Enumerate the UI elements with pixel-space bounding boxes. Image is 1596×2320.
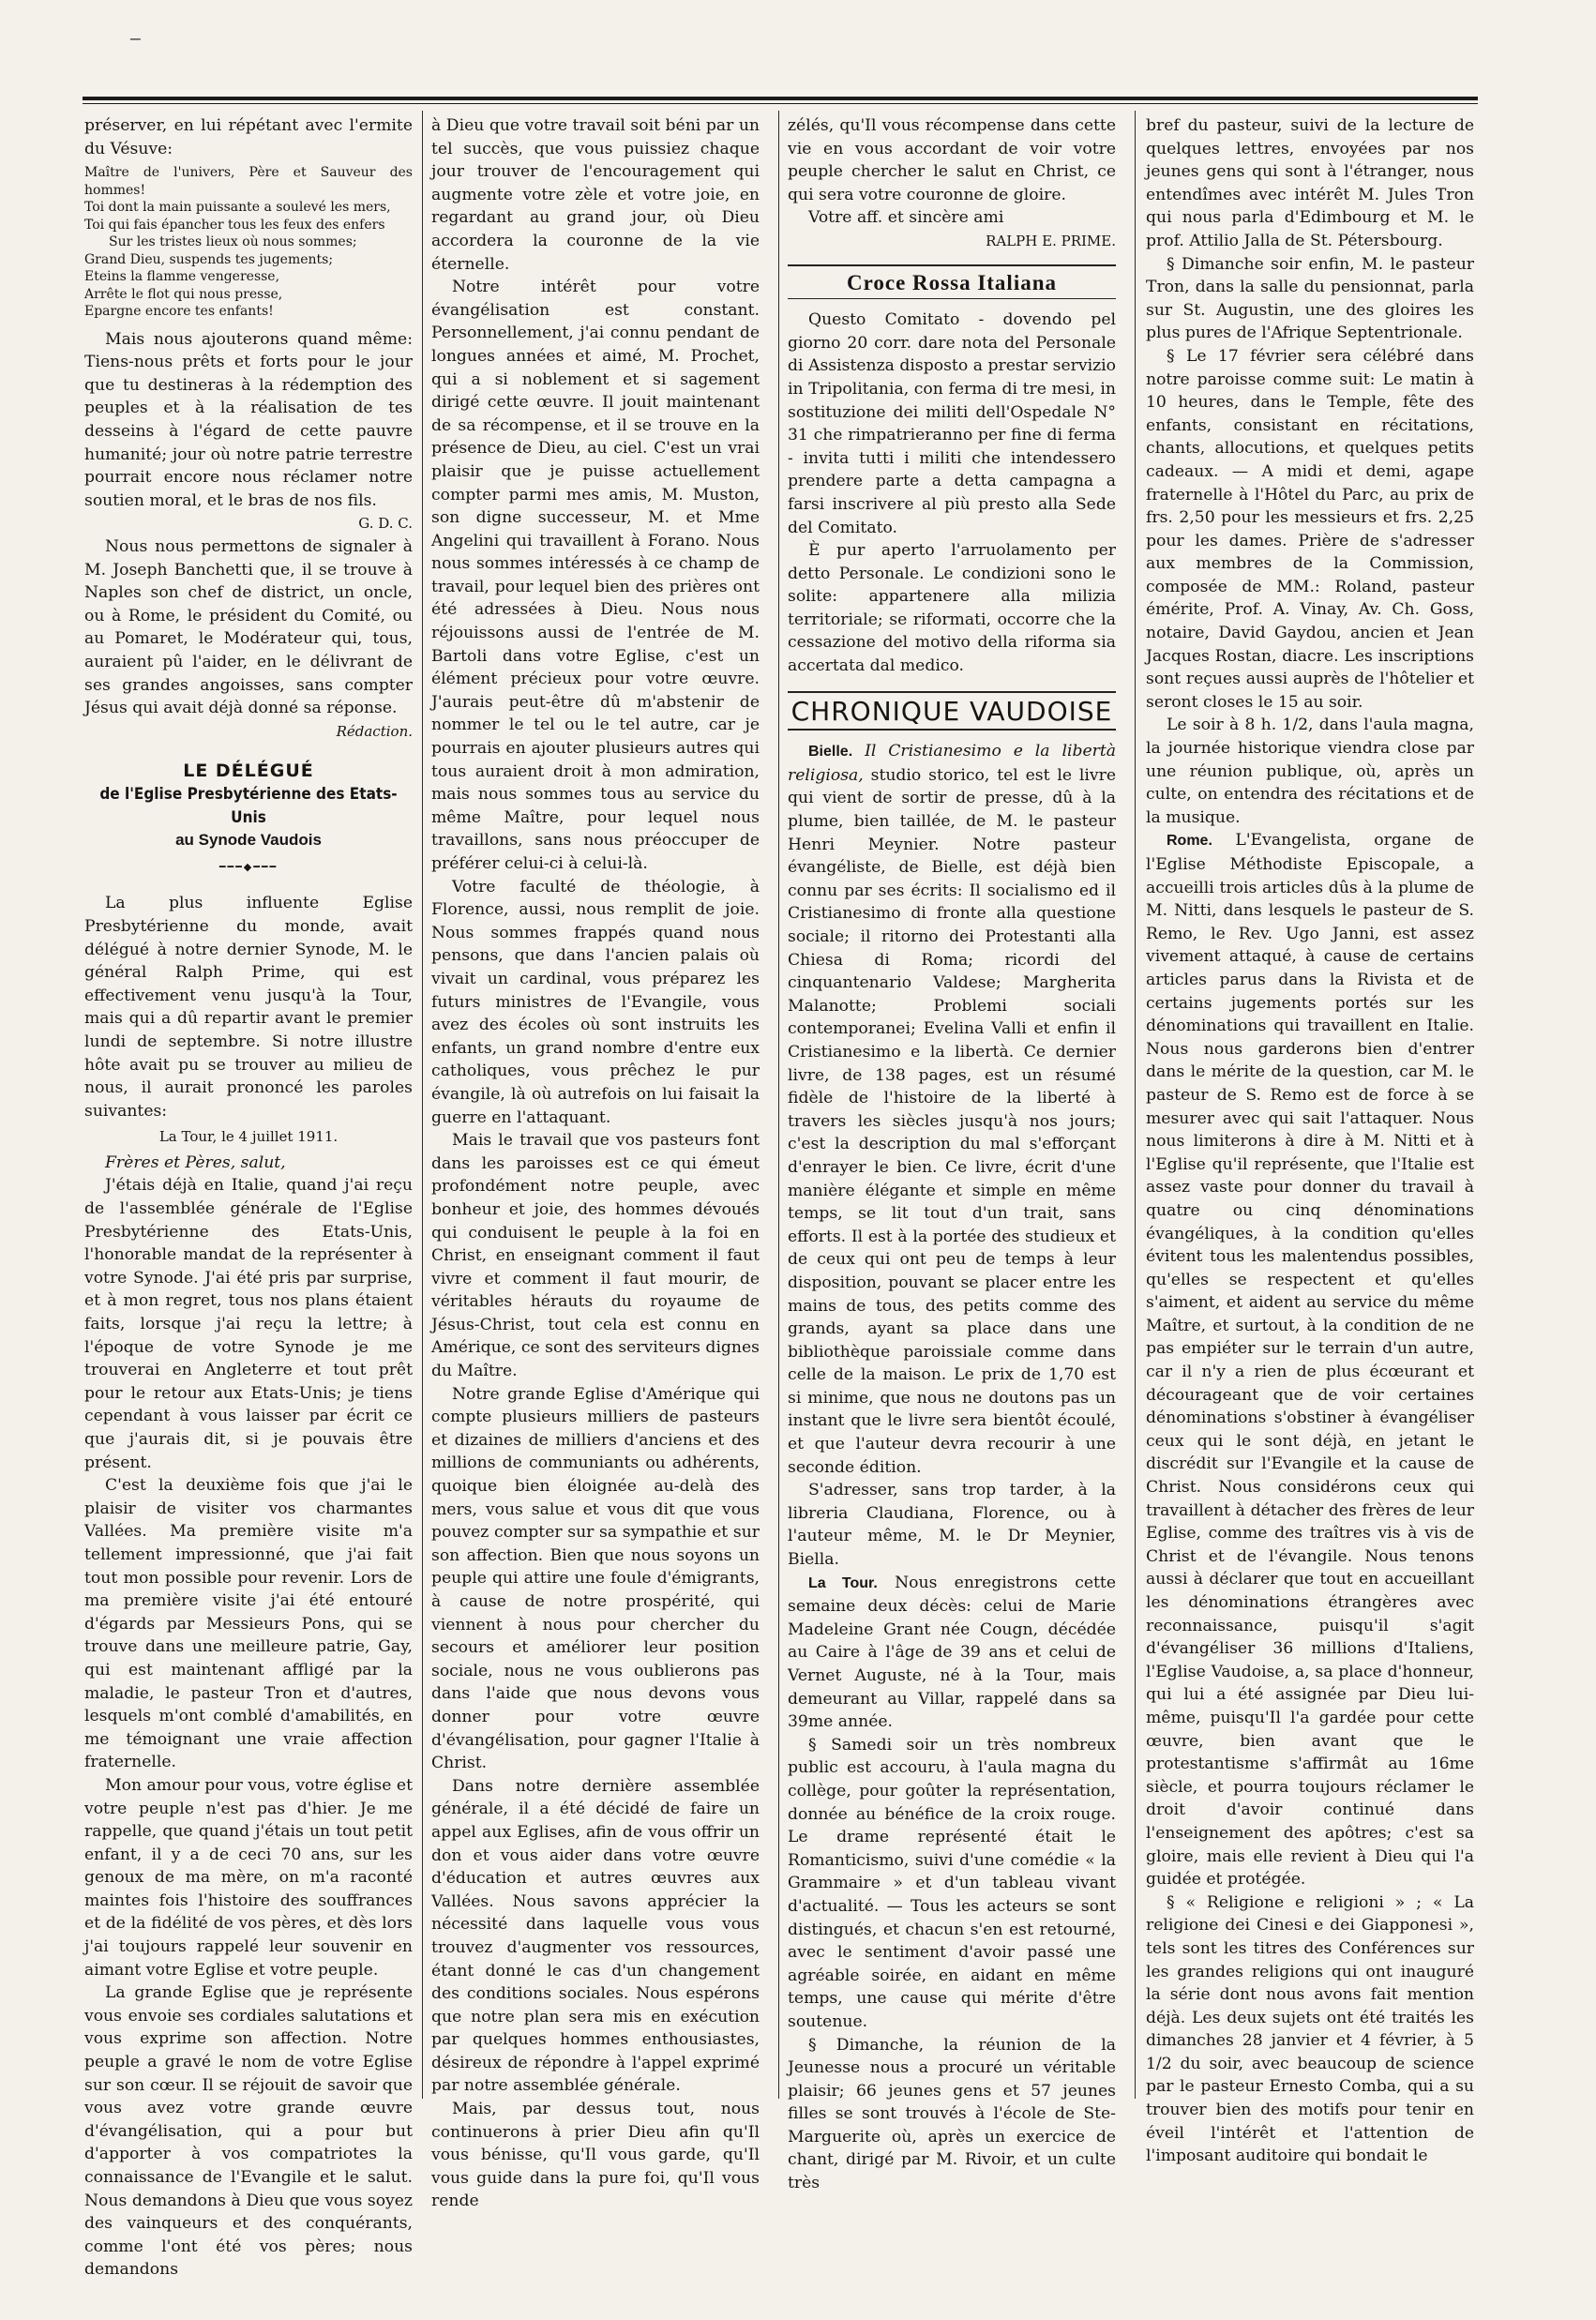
section-heading-chronique: CHRONIQUE VAUDOISE — [788, 691, 1116, 731]
paragraph: Mon amour pour vous, votre église et votre peuple n'est pas d'hier. Je me rappelle, que quand j'étais un tout petit enfant, il y a de ceci 70 ans, sur les genoux de ma mère, on m'a raconté maintes fois l'histoire des souffrances et de la fidélité de vos pères, et dès lors j'ai toujours rappelé leur souvenir en aimant votre Eglise et votre peuple. — [84, 1775, 413, 1980]
paragraph: Nous nous permettons de signaler à M. Joseph Banchetti que, il se trouve à Naples son chef de district, un oncle, ou à Rome, le président du Comité, ou au Pomaret, le Modérateur qui, tous, auraient pû l'aider, en le délivrant de ses grandes angoisses, sans compter Jésus qui avait déjà donné sa réponse. — [84, 537, 413, 718]
paragraph: Questo Comitato - dovendo pel giorno 20 corr. dare nota del Personale di Assistenza disposto a prestar servizio in Tripolitania, con ferma di tre mesi, in sostituzione dei militi dell'Ospedale N° 31 che rimpatrieranno per fine di ferma - invita tutti i militi che intendessero prendere parte a detta campagna a farsi inscrivere al più presto alla Sede del Comitato. — [788, 310, 1116, 537]
poem-line: Epargne encore tes enfants! — [84, 304, 274, 320]
paragraph-la-tour: La Tour. Nous enregistrons cette semaine deux décès: celui de Marie Madeleine Grant née Cougn, décédée au Caire à l'âge de 39 ans et celui de Vernet Auguste, né à la Tour, mais demeurant au Villar, rappelé dans sa 39me année. — [788, 1573, 1116, 1732]
salutation: Frères et Pères, salut, — [105, 1152, 286, 1172]
paragraph: § « Religione e religioni » ; « La religione dei Cinesi e dei Giapponesi », tels sont les titres des Conférences sur les grandes religions qui ont inauguré la série dont nous avons fait mention déjà. Les deux sujets ont été traités les dimanches 28 janvier et 4 février, à 5 1/2 du soir, avec beaucoup de science par le pasteur Ernesto Comba, qui a su trouver bien des motifs pour tenir en éveil l'intérêt et l'attention de l'imposant auditoire qui bondait le — [1146, 1892, 1474, 2166]
paragraph: La grande Eglise que je représente vous envoie ses cordiales salutations et vous exprime son affection. Notre peuple a gravé le nom de votre Eglise sur son cœur. Il se réjouit de savoir que vous avez votre grande œuvre d'évangélisation, qui a pour but d'apporter à vos compatriotes la connaissance de l'Evangile et le salut. Nous demandons à Dieu que vous soyez des vainqueurs et des conquérants, comme l'ont été vos pères; nous demandons — [84, 1983, 413, 2280]
signature-redaction: Rédaction. — [336, 722, 413, 740]
article-heading — [84, 760, 413, 879]
signature: G. D. C. — [358, 515, 413, 533]
paragraph: J'étais déjà en Italie, quand j'ai reçu de l'assemblée générale de l'Eglise Presbytérienne des Etats-Unis, l'honorable mandat de la représenter à votre Synode. J'ai été pris par surprise, et à mon regret, tous nos plans étaient faits, lorsque j'ai reçu la lettre; à l'époque de votre Synode je me trouverai en Angleterre et tout prêt pour le retour aux Etats-Unis; je tiens cependant à vous laisser par écrit ce que j'aurais dit, si je pouvais être présent. — [84, 1176, 413, 1472]
ornament-divider: ━━━◆━━━ — [218, 860, 279, 873]
poem — [84, 164, 413, 321]
column-4 — [1146, 114, 1474, 2166]
poem-line: Sur les tristes lieux où nous sommes; — [109, 234, 357, 250]
paragraph: Mais nous ajouterons quand même: Tiens-nous prêts et forts pour le jour que tu destineras à la rédemption des peuples et à la réalisation de tes desseins à l'égard de cette pauvre humanité; jour où notre patrie terrestre pourrait encore nous réclamer notre soutien moral, et le bras de nos fils. — [84, 329, 413, 510]
poem-line: Eteins la flamme vengeresse, — [84, 269, 280, 285]
paragraph: Votre faculté de théologie, à Florence, aussi, nous remplit de joie. Nous sommes frappés quand nous pensons, que dans l'ancien palais où vivait un cardinal, vous préparez les futurs ministres de l'Evangile, vous avez des écoles où sont instruits les enfants, un grand nombre d'entre eux catholiques, vous prêchez le pur évangile, là où autrefois on lui faisait la guerre en l'attaquant. — [431, 877, 760, 1127]
paragraph: Mais, par dessus tout, nous continuerons à prier Dieu afin qu'Il vous bénisse, qu'Il vous garde, qu'Il vous guide dans la pure foi, qu'Il vous rende — [431, 2100, 760, 2211]
column-3 — [788, 114, 1116, 2193]
column-divider — [778, 111, 779, 2099]
section-heading-croce-rossa: Croce Rossa Italiana — [788, 264, 1116, 300]
paragraph: à Dieu que votre travail soit béni par un tel succès, que vous puissiez chaque jour trouver de l'encouragement qui augmente votre zèle et votre joie, en regardant au grand jour, où Dieu accordera la couronne de la vie éternelle. — [431, 116, 760, 274]
paragraph: È pur aperto l'arruolamento per detto Personale. Le condizioni sono le solite: appartenere alla milizia territoriale; se riformati, occorre che la cessazione del motivo della riforma sia accertata dal medico. — [788, 541, 1116, 676]
heading-subtitle-2: au Synode Vaudois — [175, 831, 322, 850]
paragraph: Notre grande Eglise d'Amérique qui compte plusieurs milliers de pasteurs et dizaines de milliers d'anciens et des millions de communiants ou adhérents, quoique bien éloignée au-delà des mers, vous salue et vous dit que vous pouvez compter sur sa sympathie et sur son affection. Bien que nous soyons un peuple qui attire une foule d'émigrants, à cause de notre prospérité, qui viennent à nous pour chercher du secours et améliorer leur position sociale, nous ne vous oublierons pas dans l'aide que nous devons vous donner pour votre œuvre d'évangélisation, pour gagner l'Italie à Christ. — [431, 1384, 760, 1773]
paragraph: Mais le travail que vos pasteurs font dans les paroisses est ce qui émeut profondément notre peuple, avec bonheur et joie, des hommes dévoués qui conduisent le peuple à la foi en Christ, en enseignant comment il faut vivre et comment il faut mourir, de véritables hérauts du royaume de Jésus-Christ, tout cela est connu en Amérique, ce sont des serviteurs dignes du Maître. — [431, 1131, 760, 1381]
top-rule — [83, 97, 1478, 100]
paragraph: La plus influente Eglise Presbytérienne du monde, avait délégué à notre dernier Synode, M. le général Ralph Prime, qui est effectivement venu jusqu'à la Tour, mais qui a dû repartir avant le premier lundi de septembre. Si notre illustre hôte avait pu se trouver au milieu de nous, il aurait prononcé les paroles suivantes: — [84, 894, 413, 1121]
paragraph: S'adresser, sans trop tarder, à la libreria Claudiana, Florence, ou à l'auteur même, M. le Dr Meynier, Biella. — [788, 1481, 1116, 1570]
paragraph-rome: Rome. L'Evangelista, organe de l'Eglise Méthodiste Episcopale, a accueilli trois articles dûs à la plume de M. Nitti, dans lesquels le pasteur de S. Remo, le Rev. Ugo Janni, est assez vivement attaqué, à cause de certains articles parus dans la Rivista et de certains jugements portés sur les dénominations qui travaillent en Italie. Nous nous garderons bien d'entrer dans le mérite de la question, car M. le pasteur de S. Remo est de force à se mesurer avec qui sait l'attaquer. Nous nous limiterons à dire à M. Nitti et à l'Eglise qu'il représente, que l'Italie est assez vaste pour donner du travail à quatre ou cinq dénominations évangéliques, à la condition qu'elles évitent tous les malentendus possibles, qu'elles se respectent et qu'elles s'aiment, et aident au service du même Maître, et surtout, à la condition de ne pas empiéter sur le terrain d'un autre, car il n'y a rien de plus écœurant et décourageant que de voir certaines dénominations s'obstiner à évangéliser ceux qui le sont déjà, en jetant le discrédit sur l'Evangile et la cause de Christ. Nous considérons ceux qui travaillent à détacher des frères de leur Eglise, comme des traîtres vis à vis de Christ et de l'évangile. Nous tenons aussi à déclarer que tout en accueillant les dénominations étrangères avec reconnaissance, puisqu'il s'agit d'évangéliser 36 millions d'Italiens, l'Eglise Vaudoise, a, sa place d'honneur, qui lui a été assignée par Dieu lui-même, puisqu'Il l'a gardée pour cette œuvre, bien avant que le protestantisme s'affirmât au 16me siècle, et pourra toujours réclamer le droit d'avoir continué dans l'enseignement des apôtres; c'est sa gloire, mais elle revient à Dieu qui l'a guidée et protégée. — [1146, 831, 1474, 1890]
poem-line: Maître de l'univers, Père et Sauveur des hommes! — [84, 165, 413, 198]
column-1 — [84, 114, 413, 2280]
paragraph: Dans notre dernière assemblée générale, il a été décidé de faire un appel aux Eglises, afin de vous offrir un don et vous aider dans votre œuvre d'éducation et autres œuvres aux Vallées. Nous savons apprécier la nécessité dans laquelle vous vous trouvez d'augmenter vos ressources, étant donné le cas d'un changement des conditions sociales. Nous espérons que notre plan sera mis en exécution par quelques hommes enthousiastes, désireux de répondre à l'appel exprimé par notre assemblée générale. — [431, 1776, 760, 2096]
paragraph: bref du pasteur, suivi de la lecture de quelques lettres, envoyées par nos jeunes gens qui sont à l'étranger, nous entendîmes avec intérêt M. Jules Tron qui nous parla d'Edimbourg et M. le prof. Attilio Jalla de St. Pétersbourg. — [1146, 116, 1474, 250]
poem-line: Toi dont la main puissante a soulevé les mers, — [84, 200, 391, 216]
poem-line: Toi qui fais épancher tous les feux des enfers — [84, 217, 385, 233]
column-divider — [1135, 111, 1136, 2099]
paragraph: zélés, qu'Il vous récompense dans cette vie en vous accordant de voir votre peuple chercher le salut en Christ, ce qui sera votre couronne de gloire. — [788, 116, 1116, 204]
heading-title: LE DÉLÉGUÉ — [183, 761, 314, 782]
signature: RALPH E. PRIME. — [986, 232, 1116, 249]
corner-mark: ‒ — [129, 26, 142, 49]
paragraph: C'est la deuxième fois que j'ai le plaisir de visiter vos charmantes Vallées. Ma première visite m'a tellement impressionné, que j'ai fait tout mon possible pour revenir. Lors de ma première visite j'ai été entouré d'égards par Messieurs Pons, qui se trouve dans une meilleure patrie, Gay, qui est maintenant affligé par la maladie, le pasteur Tron et d'autres, lesquels m'ont comblé d'amabilités, en me témoignant une vraie affection fraternelle. — [84, 1476, 413, 1772]
paragraph: Votre aff. et sincère ami — [808, 208, 1004, 228]
poem-line: Grand Dieu, suspends tes jugements; — [84, 251, 334, 267]
paragraph: § Samedi soir un très nombreux public est accouru, à l'aula magna du collège, pour goûter la représentation, donnée au bénéfice de la croix rouge. Le drame représenté était le Romanticismo, suivi d'une comédie « la Grammaire » et d'un tableau vivant d'actualité. — Tous les acteurs se sont distingués, et chacun s'en est retourné, avec le sentiment d'avoir passé une agréable soirée, en aidant en même temps, une cause qui mérite d'être soutenue. — [788, 1735, 1116, 2031]
dateline: La Tour, le 4 juillet 1911. — [158, 1128, 339, 1146]
paragraph: § Dimanche, la réunion de la Jeunesse nous a procuré un véritable plaisir; 66 jeunes gens et 57 jeunes filles se sont trouvés à l'école de Ste-Marguerite où, après un exercice de chant, dirigé par M. Rivoir, et un culte très — [788, 2035, 1116, 2193]
column-divider — [422, 111, 423, 2099]
heading-subtitle: de l'Eglise Presbytérienne des Etats-Unis — [99, 784, 398, 827]
column-2 — [431, 114, 760, 2211]
poem-line: Arrête le flot qui nous presse, — [84, 286, 283, 302]
paragraph-bielle: Bielle. Il Cristianesimo e la libertà religiosa, studio storico, tel est le livre qui vient de sortir de presse, dû à la plume, bien taillée, de M. le pasteur Henri Meynier. Notre pasteur évangéliste, de Bielle, est déjà bien connu par ses écrits: Il socialismo ed il Cristianesimo di fronte alla questione sociale; il ritorno dei Protestanti alla Chiesa di Roma; ricordi del cinquantenario Valdese; Margherita Malanotte; Problemi sociali contemporanei; Evelina Valli et enfin il Cristianesimo e la libertà. Ce dernier livre, de 138 pages, est un résumé fidèle de l'histoire de la liberté à travers les siècles jusqu'à nos jours; c'est la description du mal s'efforçant d'enrayer le bien. Ce livre, écrit d'une manière élégante et simple en même temps, se lit tout d'un trait, sans efforts. Il est à la portée des studieux et de ceux qui ont peu de temps à leur disposition, pouvant se placer entre les mains de tous, des petits comme des grands, ayant sa place dans une bibliothèque paroissiale comme dans celle de la maison. Le prix de 1,70 est si minime, que nous ne doutons pas un instant que le livre sera bientôt écoulé, et que l'auteur devra recourir à une seconde édition. — [788, 742, 1116, 1477]
paragraph: § Dimanche soir enfin, M. le pasteur Tron, dans la salle du pensionnat, parla sur St. Augustin, une des gloires les plus pures de l'Afrique Septentrionale. — [1146, 254, 1474, 343]
paragraph: Notre intérêt pour votre évangélisation est constant. Personnellement, j'ai connu pendant de longues années et aimé, M. Prochet, qui a si noblement et si sagement dirigé cette œuvre. Il jouit maintenant de sa récompense, et il se trouve en la présence de Dieu, au ciel. C'est un vrai plaisir que je puisse actuellement compter parmi mes amis, M. Muston, son digne successeur, M. et Mme Angelini qui travaillent à Forano. Nous nous sommes intéressés à ce champ de travail, pour lequel bien des prières ont été adressées à Dieu. Nous nous réjouissons aussi de l'entrée de M. Bartoli dans votre Eglise, c'est un élément précieux pour votre œuvre. J'aurais peut-être dû m'abstenir de nommer le tel ou le tel autre, car je pourrais en ajouter plusieurs autres qui tous auraient droit à mon admiration, mais nous sommes tous au service du même Maître, pour lequel nous travaillons, sans nous préoccuper de préférer celui-ci à celui-là. — [431, 278, 760, 873]
paragraph: § Le 17 février sera célébré dans notre paroisse comme suit: Le matin à 10 heures, dans le Temple, fête des enfants, consistant en récitations, chants, allocutions, et quelques petits cadeaux. — A midi et demi, agape fraternelle à l'Hôtel du Parc, au prix de frs. 2,50 pour les messieurs et frs. 2,25 pour les dames. Prière de s'adresser aux membres de la Commission, composée de MM.: Roland, pasteur émérite, Prof. A. Vinay, Av. Ch. Goss, notaire, David Gaydou, ancien et Jean Jacques Rostan, diacre. Les inscriptions sont reçues aussi auprès de l'hôtelier et seront closes le 15 au soir. — [1146, 346, 1474, 712]
paragraph: préserver, en lui répétant avec l'ermite du Vésuve: — [84, 116, 413, 158]
top-rule-thin — [83, 103, 1478, 104]
paragraph: Le soir à 8 h. 1/2, dans l'aula magna, la journée historique viendra close par une réunion publique, où, après un culte, on entendra des récitations et de la musique. — [1146, 716, 1474, 827]
